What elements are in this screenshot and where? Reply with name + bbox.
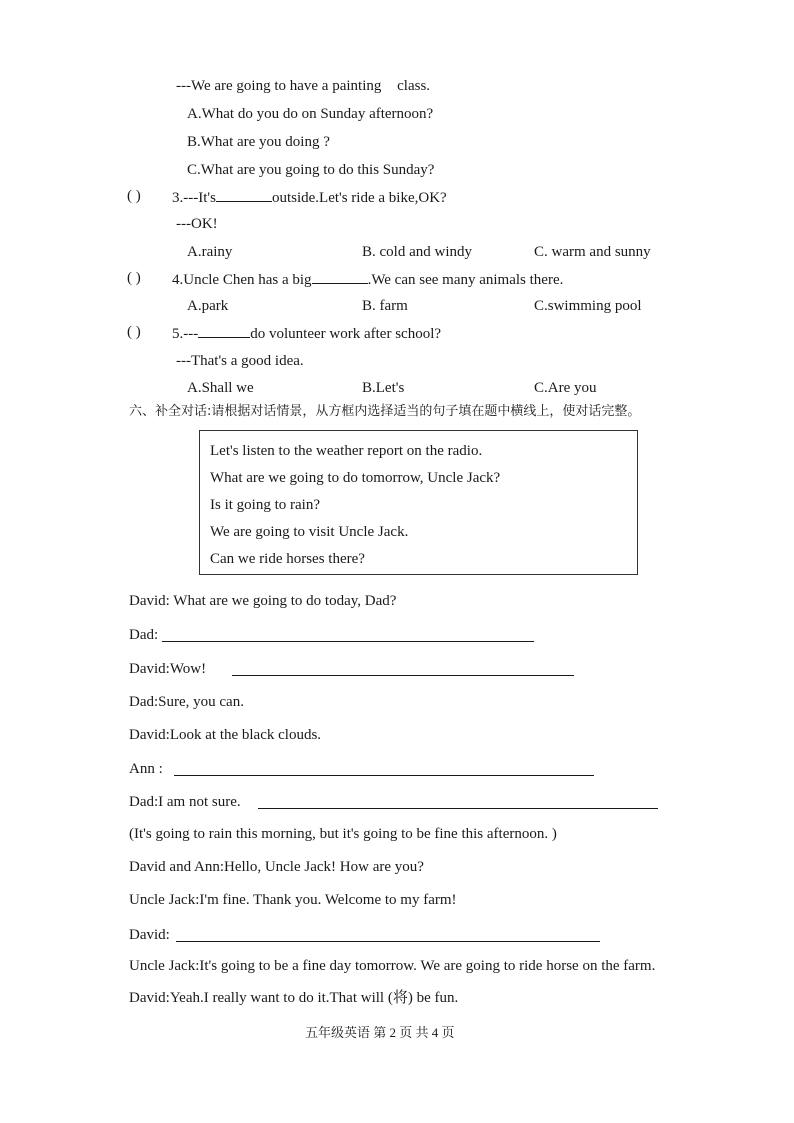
q3-suffix: outside.Let's ride a bike,OK?: [271, 190, 447, 206]
dialogue-line-4: Dad:Sure, you can.: [129, 694, 244, 710]
answer-blank-3[interactable]: [174, 775, 594, 776]
answer-blank-2[interactable]: [232, 675, 574, 676]
dialogue-line-5: David:Look at the black clouds.: [129, 727, 322, 743]
dialogue-line-10: Uncle Jack:I'm fine. Thank you. Welcome to my farm!: [129, 892, 457, 908]
q5-prefix: 5.---: [172, 326, 199, 342]
q5-suffix: do volunteer work after school?: [250, 326, 442, 342]
q2-option-b: B.What are you doing ?: [187, 134, 330, 150]
q4-suffix: .We can see many animals there.: [367, 272, 564, 288]
q4-prefix: 4.Uncle Chen has a big: [172, 272, 312, 288]
q2-answer-line: [176, 77, 430, 95]
dialogue-line-11: David:: [129, 927, 170, 943]
dialogue-line-12: Uncle Jack:It's going to be a fine day tomorrow. We are going to ride horse on the farm.: [129, 958, 656, 974]
q2-answer-text: ---We are going to have a painting: [176, 78, 382, 94]
q3-prefix: 3.---It's: [172, 190, 216, 206]
dialogue-line-8: (It's going to rain this morning, but it's going to be fine this afternoon. ): [129, 826, 557, 842]
q4-option-b: B. farm: [362, 298, 408, 314]
page-footer: 五年级英语 第 2 页 共 4 页: [305, 1025, 455, 1040]
q3-option-b: B. cold and windy: [362, 244, 472, 260]
q3-question: [172, 187, 447, 207]
q5-answer-paren[interactable]: ( ): [127, 324, 141, 340]
q5-question: [172, 323, 441, 343]
answer-blank-5[interactable]: [176, 941, 600, 942]
q3-reply: ---OK!: [176, 216, 218, 232]
box-sentence-5: Can we ride horses there?: [210, 551, 365, 567]
q4-answer-paren[interactable]: ( ): [127, 270, 141, 286]
q3-option-c: C. warm and sunny: [534, 244, 651, 260]
box-sentence-1: Let's listen to the weather report on the radio.: [210, 443, 483, 459]
q5-reply: ---That's a good idea.: [176, 353, 304, 369]
box-sentence-2: What are we going to do tomorrow, Uncle Jack?: [210, 470, 501, 486]
q4-option-a: A.park: [187, 298, 229, 314]
dialogue-line-2: Dad:: [129, 627, 159, 643]
q2-answer-word: class.: [397, 78, 431, 94]
dialogue-line-7: Dad:I am not sure.: [129, 794, 241, 810]
q5-blank[interactable]: [198, 323, 250, 338]
q5-option-b: B.Let's: [362, 380, 405, 396]
dialogue-line-1: David: What are we going to do today, Dad?: [129, 593, 397, 609]
dialogue-line-3: David:Wow!: [129, 661, 207, 677]
dialogue-line-6: Ann :: [129, 761, 163, 777]
sentence-options-box: [199, 430, 638, 575]
dialogue-line-9: David and Ann:Hello, Uncle Jack! How are you?: [129, 859, 424, 875]
q2-option-a: A.What do you do on Sunday afternoon?: [187, 106, 434, 122]
dialogue-line-13: David:Yeah.I really want to do it.That will (将) be fun.: [129, 990, 459, 1006]
q2-option-c: C.What are you going to do this Sunday?: [187, 162, 435, 178]
q3-option-a: A.rainy: [187, 244, 233, 260]
q4-blank[interactable]: [312, 269, 368, 284]
box-sentence-4: We are going to visit Uncle Jack.: [210, 524, 409, 540]
answer-blank-4[interactable]: [258, 808, 658, 809]
section6-title: 六、补全对话:请根据对话情景，从方框内选择适当的句子填在题中横线上，使对话完整。: [129, 404, 641, 419]
q3-blank[interactable]: [216, 187, 272, 202]
q5-option-a: A.Shall we: [187, 380, 254, 396]
answer-blank-1[interactable]: [162, 641, 534, 642]
q5-option-c: C.Are you: [534, 380, 597, 396]
q3-answer-paren[interactable]: ( ): [127, 188, 141, 204]
q4-question: [172, 269, 563, 289]
box-sentence-3: Is it going to rain?: [210, 497, 320, 513]
q4-option-c: C.swimming pool: [534, 298, 642, 314]
